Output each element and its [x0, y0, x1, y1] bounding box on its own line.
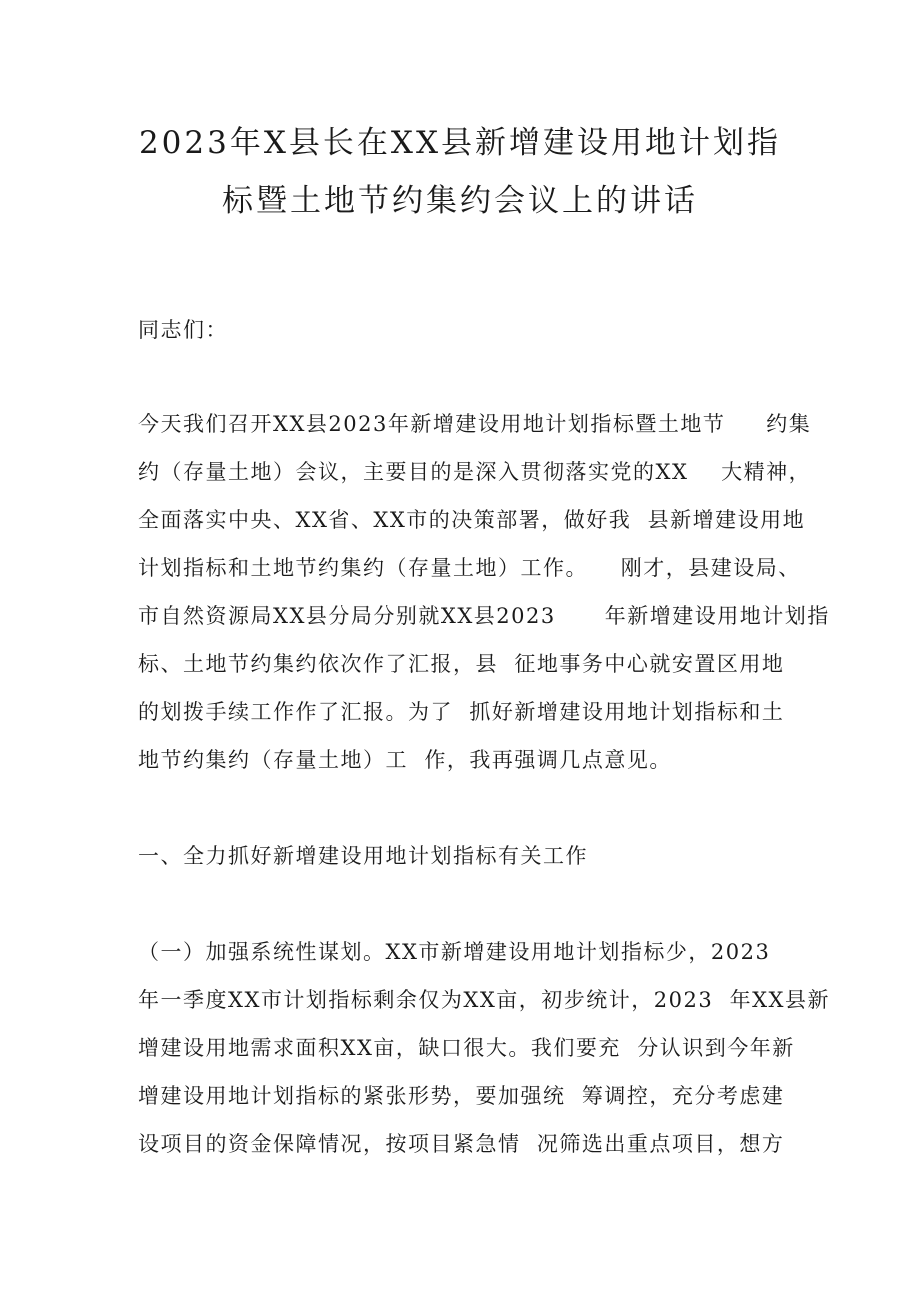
paragraph-line: 计划指标和土地节约集约（存量土地）工作。 刚才，县建设局、	[138, 556, 801, 580]
document-title-line-2: 标暨土地节约集约会议上的讲话	[222, 183, 698, 219]
paragraph-line: 全面落实中央、XX省、XX市的决策部署，做好我 县新增建设用地	[138, 508, 806, 532]
paragraph-line: （一）加强系统性谋划。XX市新增建设用地计划指标少，2023	[138, 940, 771, 964]
paragraph-line: 增建设用地计划指标的紧张形势，要加强统 筹调控，充分考虑建	[138, 1084, 785, 1108]
paragraph-line: 增建设用地需求面积XX亩，缺口很大。我们要充 分认识到今年新	[138, 1036, 795, 1060]
paragraph-line: 的划拨手续工作作了汇报。为了 抓好新增建设用地计划指标和土	[138, 700, 785, 724]
paragraph-line: 标、土地节约集约依次作了汇报，县 征地事务中心就安置区用地	[138, 652, 785, 676]
paragraph-line: 地节约集约（存量土地）工 作，我再强调几点意见。	[138, 748, 672, 772]
section-heading: 一、全力抓好新增建设用地计划指标有关工作	[138, 844, 588, 868]
paragraph-line: 市自然资源局XX县分局分别就XX县2023 年新增建设用地计划指	[138, 604, 830, 628]
paragraph-line: 年一季度XX市计划指标剩余仅为XX亩，初步统计，2023 年XX县新	[138, 988, 830, 1012]
salutation: 同志们：	[138, 318, 228, 342]
paragraph-line: 今天我们召开XX县2023年新增建设用地计划指标暨土地节 约集	[138, 412, 812, 436]
paragraph-line: 设项目的资金保障情况，按项目紧急情 况筛选出重点项目，想方	[138, 1132, 785, 1156]
paragraph-line: 约（存量土地）会议，主要目的是深入贯彻落实党的XX 大精神，	[138, 460, 812, 484]
document-title-line-1: 2023年X县长在XX县新增建设用地计划指	[138, 125, 782, 161]
